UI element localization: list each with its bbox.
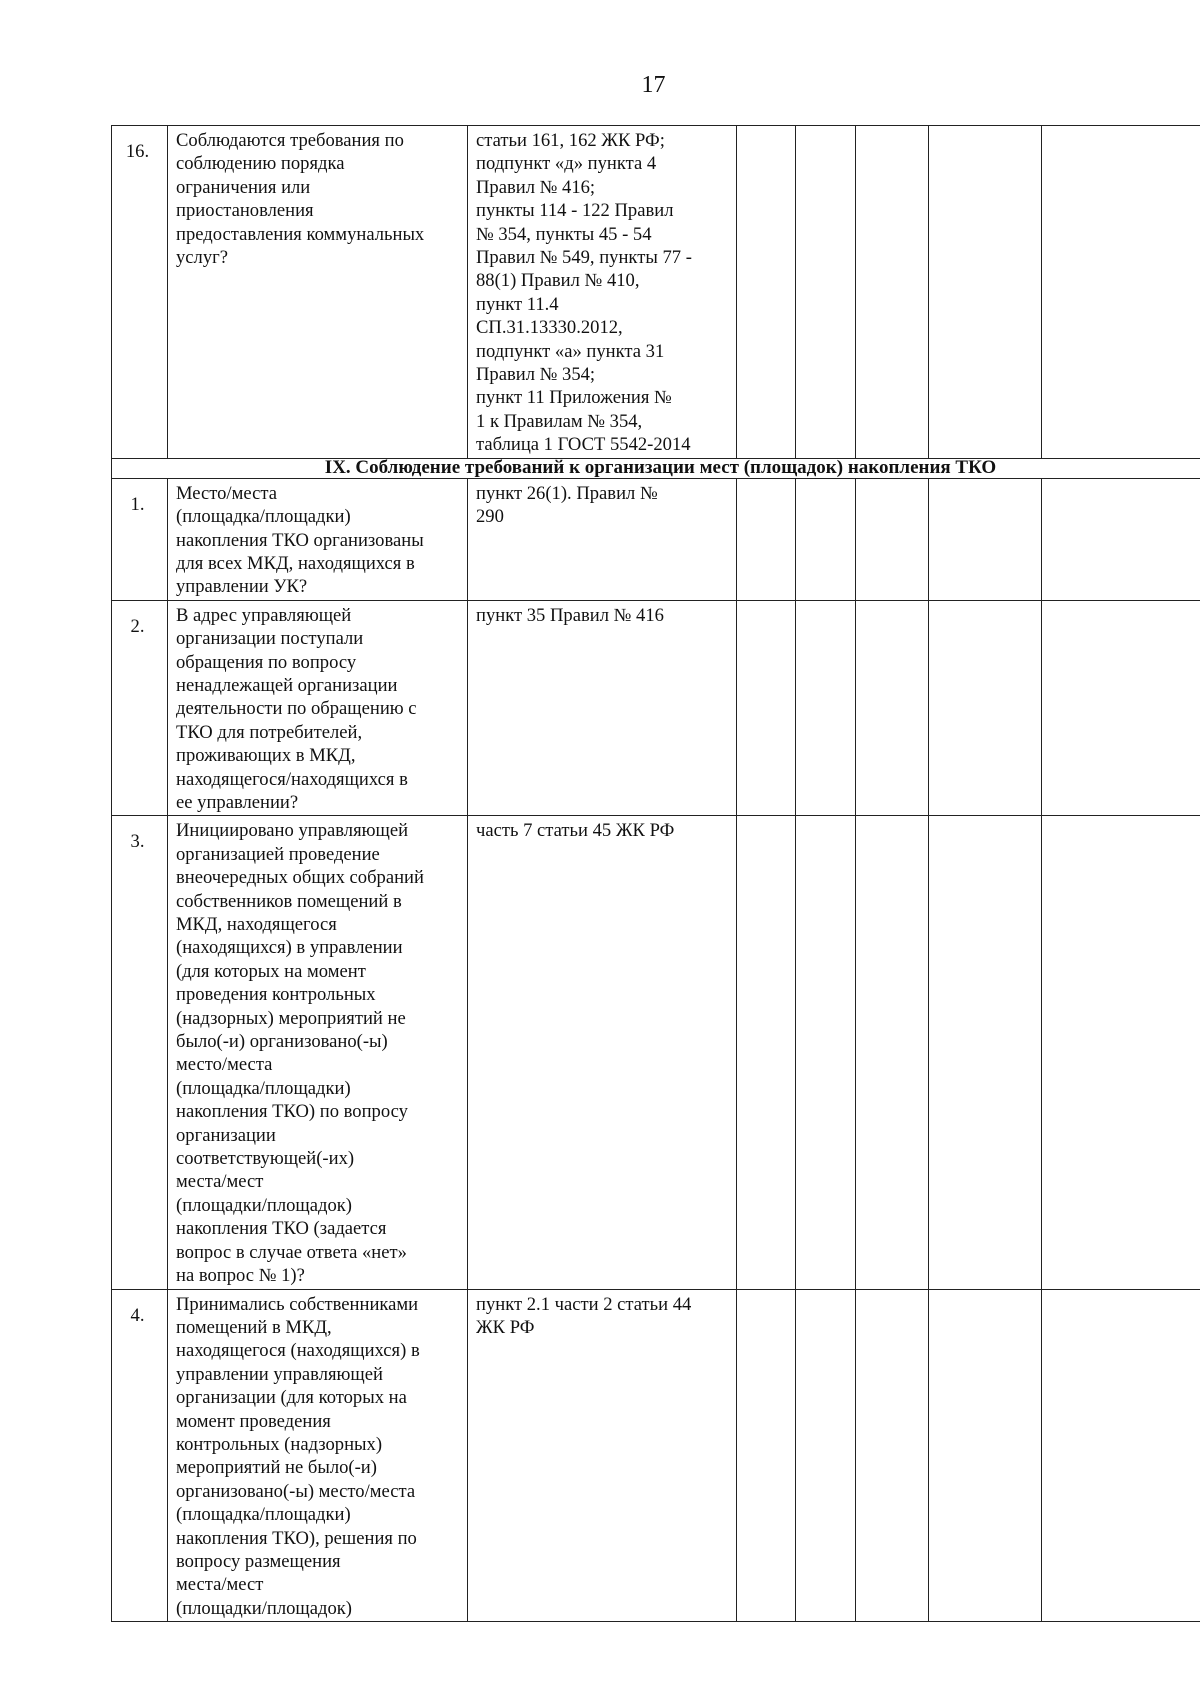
- answer-cell[interactable]: [737, 478, 796, 600]
- answer-cell[interactable]: [856, 478, 929, 600]
- row-norms: пункт 35 Правил № 416: [468, 600, 737, 816]
- row-number: 4.: [112, 1289, 168, 1622]
- answer-cell[interactable]: [1042, 126, 1200, 459]
- answer-cell[interactable]: [796, 126, 856, 459]
- answer-cell[interactable]: [737, 1289, 796, 1622]
- table-row: [112, 478, 1200, 600]
- answer-cell[interactable]: [929, 600, 1042, 816]
- section-row: [112, 458, 1200, 478]
- section-title: IX. Соблюдение требований к организации мест (площадок) накопления ТКО: [112, 458, 1200, 478]
- answer-cell[interactable]: [856, 1289, 929, 1622]
- answer-cell[interactable]: [929, 816, 1042, 1289]
- table-row: [112, 600, 1200, 816]
- row-norms: пункт 26(1). Правил № 290: [468, 478, 737, 600]
- answer-cell[interactable]: [1042, 1289, 1200, 1622]
- answer-cell[interactable]: [856, 816, 929, 1289]
- answer-cell[interactable]: [737, 126, 796, 459]
- answer-cell[interactable]: [796, 816, 856, 1289]
- row-norms: статьи 161, 162 ЖК РФ; подпункт «д» пункта 4 Правил № 416; пункты 114 - 122 Правил № 354, пункты 45 - 54 Правил № 549, пункты 77 - 88(1) Правил № 410, пункт 11.4 СП.31.13330.2012, подпункт «а» пункта 31 Правил № 354; пункт 11 Приложения № 1 к Правилам № 354, таблица 1 ГОСТ 5542-2014: [468, 126, 737, 459]
- row-number: 3.: [112, 816, 168, 1289]
- row-question: В адрес управляющей организации поступали обращения по вопросу ненадлежащей организации деятельности по обращению с ТКО для потребителей, проживающих в МКД, находящегося/находящихся в ее управлении?: [168, 600, 468, 816]
- answer-cell[interactable]: [929, 126, 1042, 459]
- row-question: Место/места (площадка/площадки) накопления ТКО организованы для всех МКД, находящихся в управлении УК?: [168, 478, 468, 600]
- answer-cell[interactable]: [1042, 478, 1200, 600]
- row-question: Принимались собственниками помещений в МКД, находящегося (находящихся) в управлении управляющей организации (для которых на момент проведения контрольных (надзорных) мероприятий не было(-и) организовано(-ы) место/места (площадка/площадки) накопления ТКО), решения по вопросу размещения места/мест (площадки/площадок): [168, 1289, 468, 1622]
- row-number: 1.: [112, 478, 168, 600]
- answer-cell[interactable]: [796, 478, 856, 600]
- table-row: [112, 1289, 1200, 1622]
- answer-cell[interactable]: [796, 1289, 856, 1622]
- row-question: Соблюдаются требования по соблюдению порядка ограничения или приостановления предоставления коммунальных услуг?: [168, 126, 468, 459]
- answer-cell[interactable]: [929, 1289, 1042, 1622]
- answer-cell[interactable]: [737, 600, 796, 816]
- row-number: 16.: [112, 126, 168, 459]
- page-number: 17: [641, 72, 666, 98]
- answer-cell[interactable]: [1042, 600, 1200, 816]
- row-norms: пункт 2.1 части 2 статьи 44 ЖК РФ: [468, 1289, 737, 1622]
- table-row: [112, 816, 1200, 1289]
- answer-cell[interactable]: [929, 478, 1042, 600]
- checklist-table: [111, 125, 1200, 1622]
- answer-cell[interactable]: [856, 600, 929, 816]
- row-question: Инициировано управляющей организацией проведение внеочередных общих собраний собственников помещений в МКД, находящегося (находящихся) в управлении (для которых на момент проведения контрольных (надзорных) мероприятий не было(-и) организовано(-ы) место/места (площадка/площадки) накопления ТКО) по вопросу организации соответствующей(-их) места/мест (площадки/площадок) накопления ТКО (задается вопрос в случае ответа «нет» на вопрос № 1)?: [168, 816, 468, 1289]
- table-row: [112, 126, 1200, 459]
- answer-cell[interactable]: [856, 126, 929, 459]
- row-number: 2.: [112, 600, 168, 816]
- answer-cell[interactable]: [737, 816, 796, 1289]
- row-norms: часть 7 статьи 45 ЖК РФ: [468, 816, 737, 1289]
- answer-cell[interactable]: [1042, 816, 1200, 1289]
- answer-cell[interactable]: [796, 600, 856, 816]
